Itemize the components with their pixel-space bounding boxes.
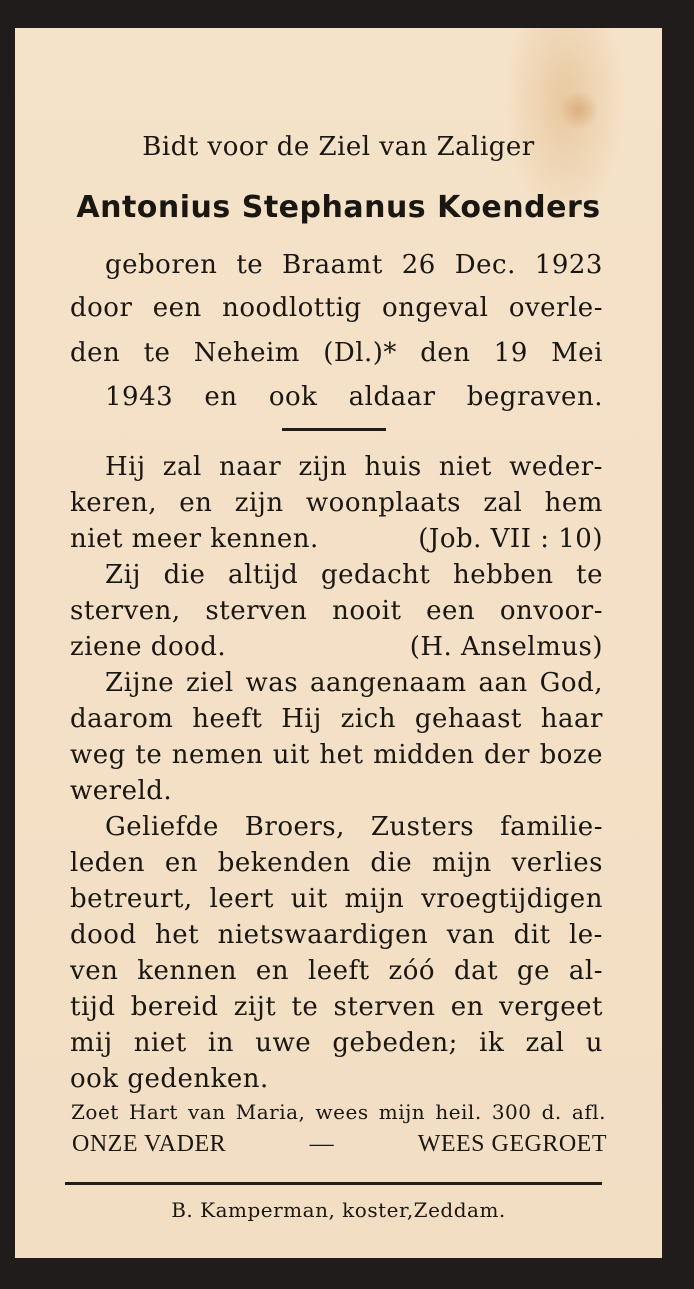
verse-word: dat [453, 956, 499, 986]
verse-line [105, 560, 603, 590]
verse-word: leeft [307, 956, 370, 986]
verse-word: (H. Anselmus) [409, 632, 603, 662]
verse-word: verlies [511, 848, 603, 878]
verse-word: haar [540, 704, 603, 734]
verse-word: Hij [281, 704, 322, 734]
deceased-name: Antonius Stephanus Koenders [76, 190, 601, 225]
bio-word: 19 [493, 338, 528, 368]
verse-word: gedacht [320, 560, 431, 590]
verse-word: Zij [105, 560, 141, 590]
verse-word: leden [70, 848, 145, 878]
verse-word: sterven [205, 596, 308, 626]
verse-line [70, 920, 603, 950]
bio-line [70, 293, 603, 323]
bio-word: Braamt [282, 250, 383, 280]
verse-word: bereid [130, 992, 219, 1022]
bio-word: Neheim [193, 338, 300, 368]
bio-word: te [236, 250, 264, 280]
verse-word: te [135, 740, 163, 770]
verse-word: leert [209, 884, 274, 914]
indulgence-line: Zoet Hart van Maria, wees mijn heil. 300 d. afl. [71, 1100, 606, 1124]
verse-word: onvoor- [499, 596, 603, 626]
verse-word: boze [539, 740, 603, 770]
prayers-line [72, 1131, 607, 1158]
bio-word: (Dl.)* [323, 338, 397, 368]
verse-word: ziel [185, 668, 234, 698]
bio-word: den [70, 338, 121, 368]
verse-word: sterven [333, 992, 436, 1022]
verse-line [105, 812, 603, 842]
bio-word: Dec. [454, 250, 516, 280]
verse-word: niet [438, 452, 492, 482]
verse-word: zijt [233, 992, 277, 1022]
verse-word: Broers, [244, 812, 345, 842]
verse-word: het [319, 740, 364, 770]
verse-line [70, 524, 603, 554]
verse-word: die [163, 560, 206, 590]
verse-line [105, 452, 603, 482]
verse-word: uwe [255, 1028, 312, 1058]
verse-line [70, 776, 603, 806]
verse-word: u [585, 1028, 603, 1058]
verse-word: sterven, [70, 596, 181, 626]
verse-word: nietswaardigen [217, 920, 429, 950]
verse-word: ven [70, 956, 119, 986]
verse-word: naar [219, 452, 282, 482]
verse-word: een [426, 596, 476, 626]
verse-word: ook gedenken. [70, 1064, 269, 1094]
verse-line [70, 884, 603, 914]
verse-word: hem [544, 488, 603, 518]
bio-word: noodlottig [222, 293, 362, 323]
short-divider [282, 428, 386, 431]
age-stain [560, 90, 598, 130]
verse-word: midden [373, 740, 475, 770]
verse-word: kennen [137, 956, 237, 986]
verse-word: Zijne [105, 668, 175, 698]
verse-word: zóó [388, 956, 436, 986]
verse-word: huis [364, 452, 422, 482]
verse-word: vergeet [499, 992, 603, 1022]
verse-word: tijd [70, 992, 116, 1022]
verse-word: zijn [298, 452, 348, 482]
bio-word: en [204, 382, 238, 412]
verse-word: heeft [192, 704, 263, 734]
verse-line [70, 1028, 603, 1058]
verse-word: dood [70, 920, 137, 950]
bio-word: 26 [401, 250, 436, 280]
verse-word: mij [70, 1028, 113, 1058]
verse-word: te [576, 560, 603, 590]
verse-word: dit [513, 920, 551, 950]
verse-word: wereld. [70, 776, 173, 806]
verse-word: aan [478, 668, 528, 698]
bio-word: den [420, 338, 471, 368]
verse-word: familie- [500, 812, 603, 842]
bio-word: ongeval [382, 293, 489, 323]
bio-line [105, 250, 603, 280]
verse-word: in [207, 1028, 234, 1058]
prayer-wees-gegroet: WEES GEGROET [417, 1131, 607, 1157]
verse-word: betreurt, [70, 884, 193, 914]
verse-word: en [450, 992, 484, 1022]
verse-word: zich [340, 704, 396, 734]
verse-word: niet [133, 1028, 187, 1058]
verse-word: ziene dood. [70, 632, 227, 662]
verse-word: gehaast [414, 704, 522, 734]
verse-word: zal [162, 452, 202, 482]
verse-line [70, 488, 603, 518]
verse-word: weder- [509, 452, 603, 482]
bio-word: te [143, 338, 171, 368]
verse-word: Geliefde [105, 812, 219, 842]
verse-word: bekenden [217, 848, 351, 878]
verse-word: was [245, 668, 299, 698]
verse-line [70, 956, 603, 986]
verse-word: ge [516, 956, 550, 986]
bio-word: overle- [508, 293, 603, 323]
verse-word: zal [525, 1028, 565, 1058]
verse-line [105, 668, 603, 698]
verse-line [70, 632, 603, 662]
verse-word: nemen [171, 740, 264, 770]
verse-word: vroegtijdigen [421, 884, 603, 914]
prayer-line: Bidt voor de Ziel van Zaliger [142, 132, 535, 162]
verse-line [70, 992, 603, 1022]
verse-word: hebben [452, 560, 554, 590]
verse-word: daarom [70, 704, 174, 734]
bio-line [105, 382, 603, 412]
bio-word: 1943 [105, 382, 174, 412]
prayer-dash: — [309, 1131, 335, 1157]
memorial-card [15, 28, 662, 1258]
verse-line [70, 848, 603, 878]
verse-word: (Job. VII : 10) [418, 524, 603, 554]
verse-word: Zusters [370, 812, 475, 842]
verse-word: aangenaam [309, 668, 467, 698]
verse-word: mijn [432, 848, 492, 878]
verse-word: uit [272, 740, 310, 770]
verse-word: en [255, 956, 290, 986]
verse-word: le- [568, 920, 603, 950]
verse-line [70, 704, 603, 734]
verse-word: altijd [228, 560, 299, 590]
bio-word: ook [268, 382, 318, 412]
verse-word: gebeden; [332, 1028, 458, 1058]
bio-word: geboren [105, 250, 218, 280]
verse-word: die [370, 848, 413, 878]
verse-word: het [155, 920, 200, 950]
bio-word: door [70, 293, 133, 323]
verse-word: zal [483, 488, 523, 518]
prayer-onze-vader: ONZE VADER [72, 1131, 227, 1157]
bio-word: Mei [551, 338, 603, 368]
bio-word: een [152, 293, 202, 323]
verse-word: God, [539, 668, 603, 698]
long-divider [65, 1182, 602, 1185]
verse-word: ik [479, 1028, 505, 1058]
bio-word: 1923 [534, 250, 603, 280]
verse-line [70, 740, 603, 770]
verse-word: uit [290, 884, 328, 914]
verse-word: Hij [105, 452, 146, 482]
verse-word: en [179, 488, 213, 518]
verse-word: te [291, 992, 319, 1022]
bio-word: aldaar [348, 382, 436, 412]
verse-word: zijn [234, 488, 284, 518]
verse-word: keren, [70, 488, 157, 518]
verse-word: mijn [344, 884, 405, 914]
verse-word: der [484, 740, 530, 770]
printer-credit: B. Kamperman, koster,Zeddam. [171, 1198, 506, 1222]
verse-word: en [164, 848, 198, 878]
verse-line [70, 596, 603, 626]
verse-word: niet meer kennen. [70, 524, 319, 554]
verse-word: weg [70, 740, 126, 770]
bio-line [70, 338, 603, 368]
verse-word: al- [568, 956, 603, 986]
verse-word: woonplaats [305, 488, 461, 518]
verse-word: nooit [332, 596, 402, 626]
bio-word: begraven. [466, 382, 603, 412]
verse-word: van [446, 920, 496, 950]
verse-line [70, 1064, 603, 1094]
